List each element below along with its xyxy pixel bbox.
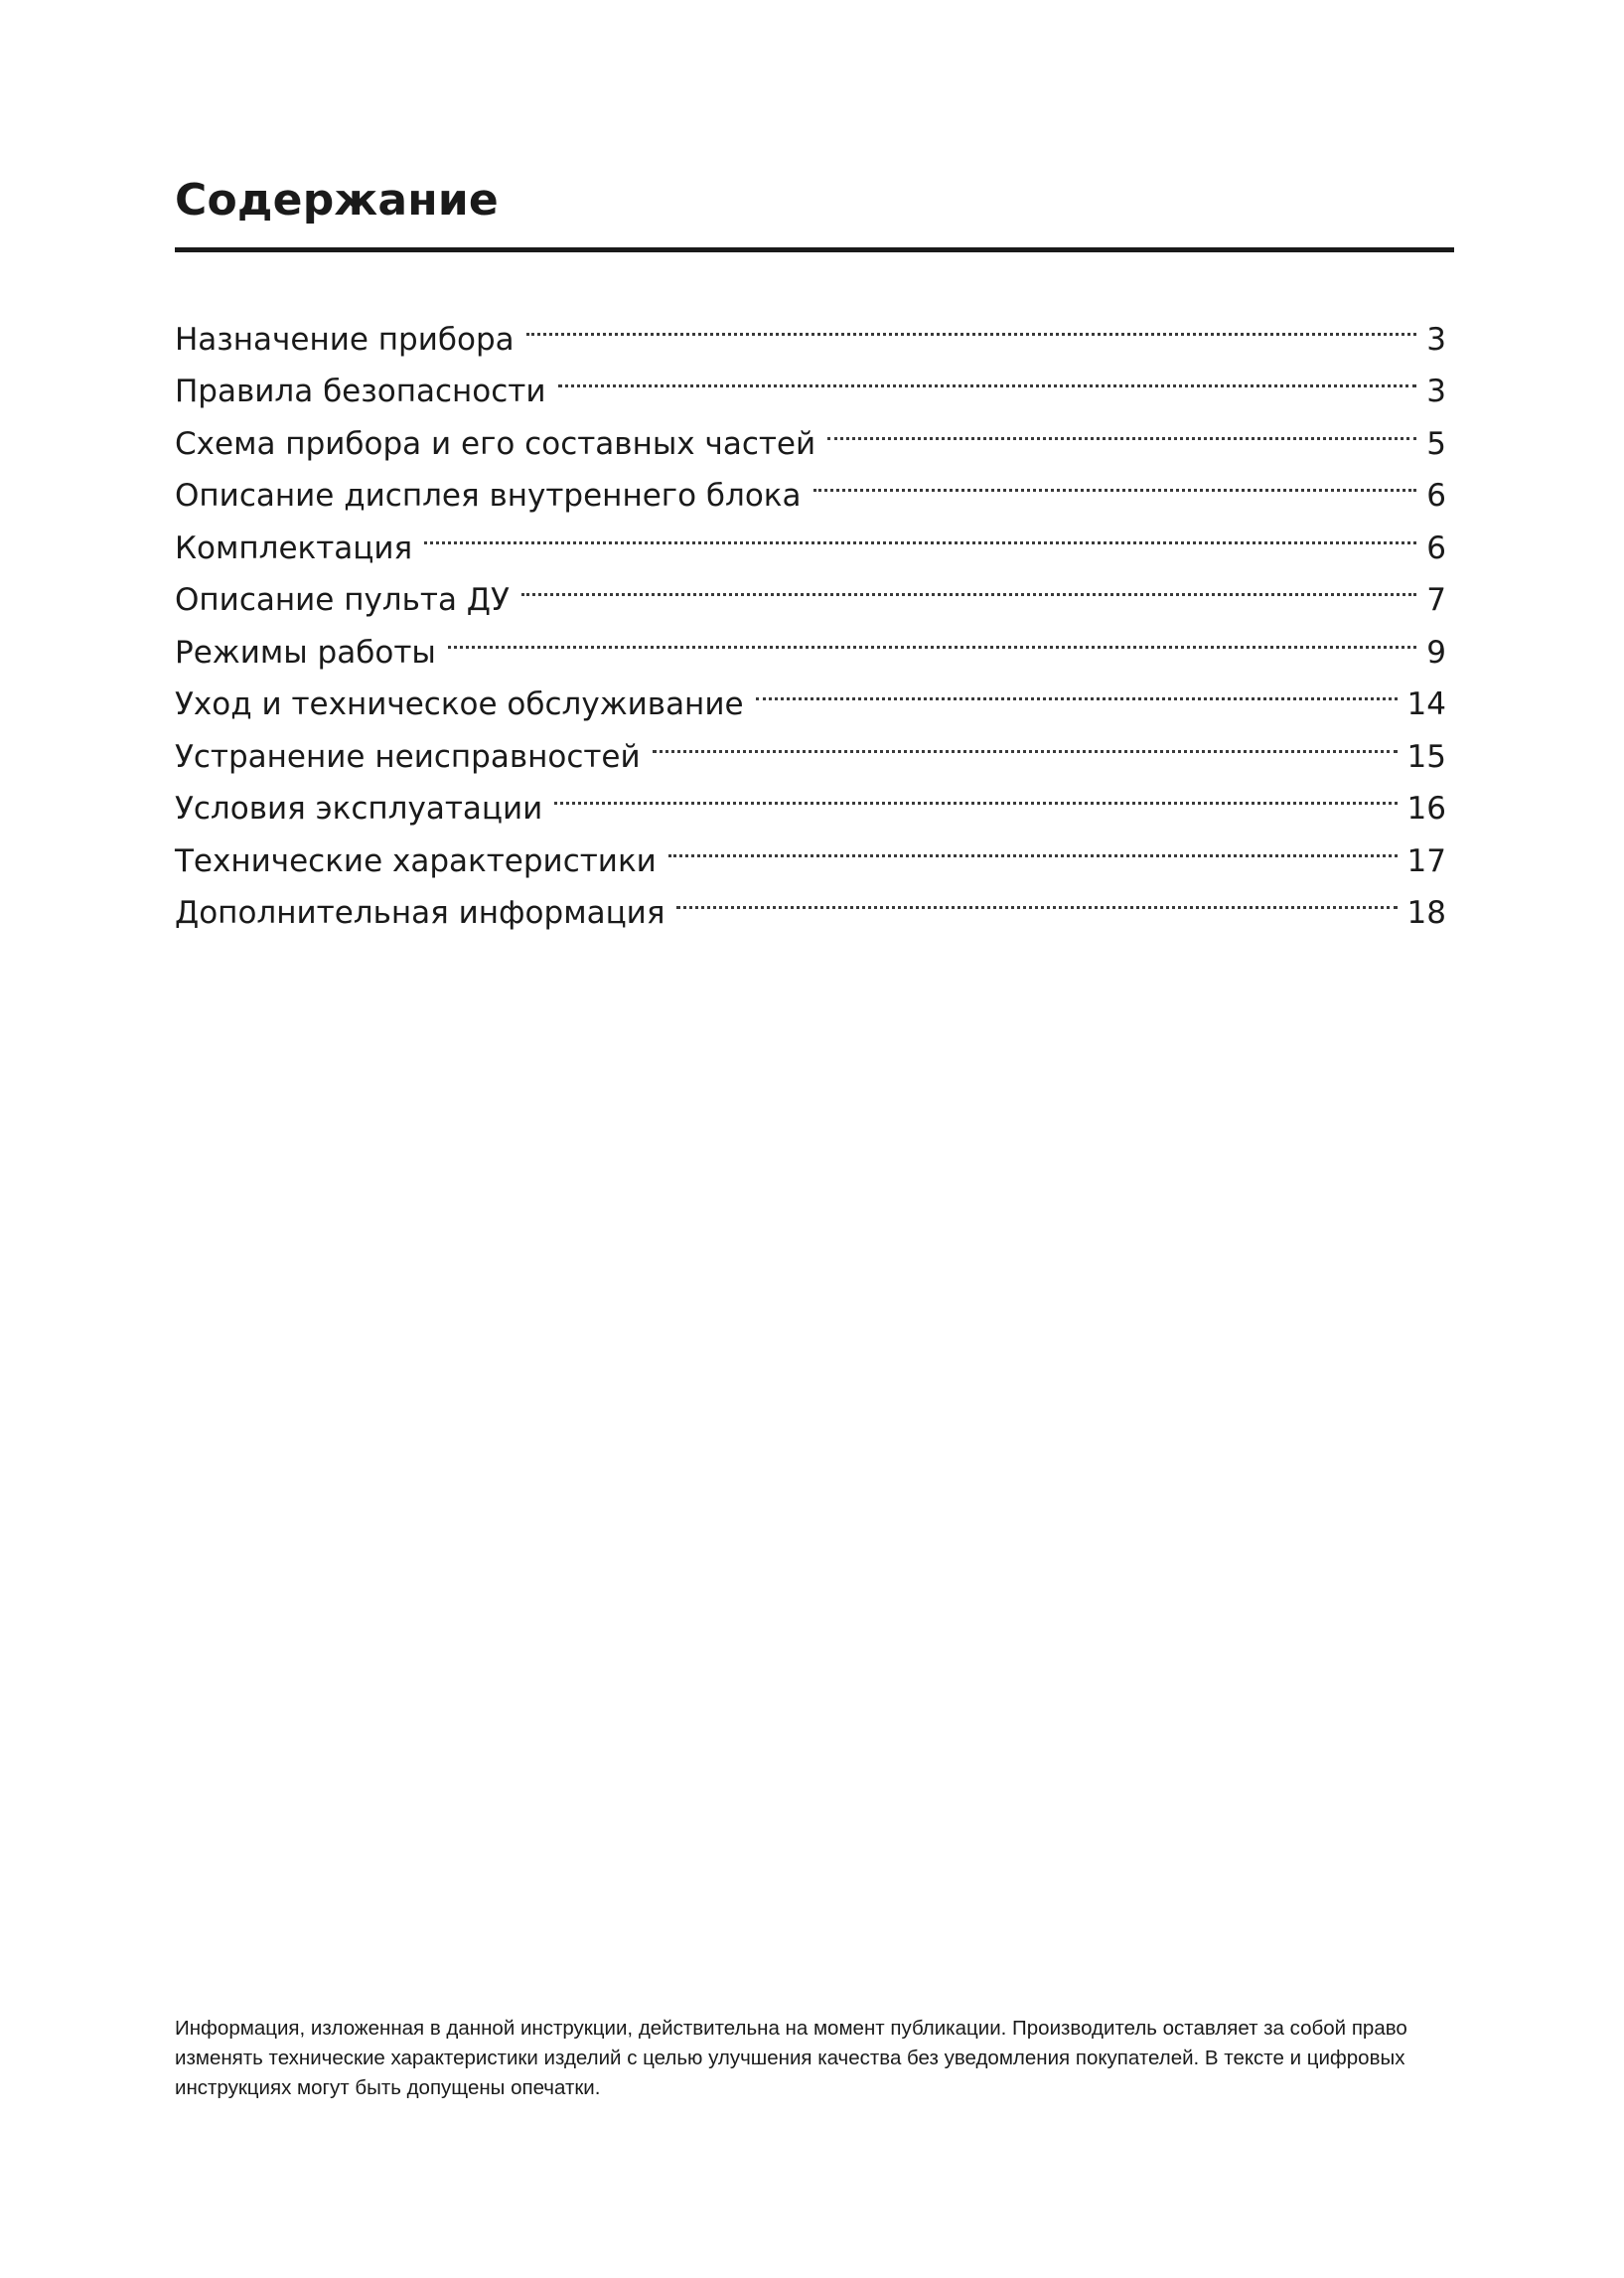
table-of-contents	[175, 297, 1446, 931]
toc-dot-leader	[756, 663, 1398, 715]
toc-entry-page: 6	[1426, 530, 1446, 566]
toc-entry-label: Условия эксплуатации	[175, 791, 543, 827]
toc-entry-label: Правила безопасности	[175, 374, 546, 409]
toc-dot-leader	[676, 871, 1397, 924]
toc-dot-leader	[521, 558, 1416, 611]
toc-dot-leader	[448, 610, 1416, 663]
toc-entry-label: Описание пульта ДУ	[175, 582, 510, 618]
disclaimer-text: Информация, изложенная в данной инструкции, действительна на момент публикации. Производитель оставляет за собой право изменять технические характеристики изделий с целью улучшения качества без уведомления покупателей. В тексте и цифровых инструкциях могут быть допущены опечатки.	[175, 2017, 1407, 2099]
toc-entry-page: 5	[1426, 425, 1446, 462]
toc-entry	[175, 297, 1446, 358]
toc-entry-label: Уход и техническое обслуживание	[175, 686, 744, 722]
toc-dot-leader	[558, 350, 1417, 402]
toc-entry-page: 14	[1406, 686, 1446, 722]
toc-entry-page: 16	[1406, 791, 1446, 827]
toc-dot-leader	[424, 506, 1416, 558]
toc-entry-label: Дополнительная информация	[175, 895, 665, 931]
toc-dot-leader	[813, 454, 1416, 507]
toc-entry-page: 15	[1406, 738, 1446, 775]
toc-entry-label: Технические характеристики	[175, 842, 657, 879]
toc-entry-page: 17	[1406, 842, 1446, 879]
toc-entry-page: 3	[1426, 321, 1446, 358]
toc-entry-page: 9	[1426, 634, 1446, 671]
toc-entry-label: Устранение неисправностей	[175, 738, 641, 775]
toc-dot-leader	[554, 767, 1397, 820]
toc-dot-leader	[827, 401, 1416, 454]
toc-entry-label: Описание дисплея внутреннего блока	[175, 478, 802, 514]
toc-entry-label: Назначение прибора	[175, 321, 515, 358]
toc-entry-label: Режимы работы	[175, 634, 436, 671]
page-title: Содержание	[175, 175, 499, 226]
title-underline	[175, 247, 1454, 252]
toc-dot-leader	[526, 297, 1416, 350]
toc-dot-leader	[653, 714, 1398, 767]
toc-entry-page: 6	[1426, 478, 1446, 514]
toc-entry-label: Схема прибора и его составных частей	[175, 425, 816, 462]
toc-entry-page: 7	[1426, 582, 1446, 618]
toc-entry-label: Комплектация	[175, 530, 413, 566]
toc-entry-page: 3	[1426, 374, 1446, 409]
toc-dot-leader	[668, 819, 1398, 871]
toc-entry-page: 18	[1406, 895, 1446, 931]
